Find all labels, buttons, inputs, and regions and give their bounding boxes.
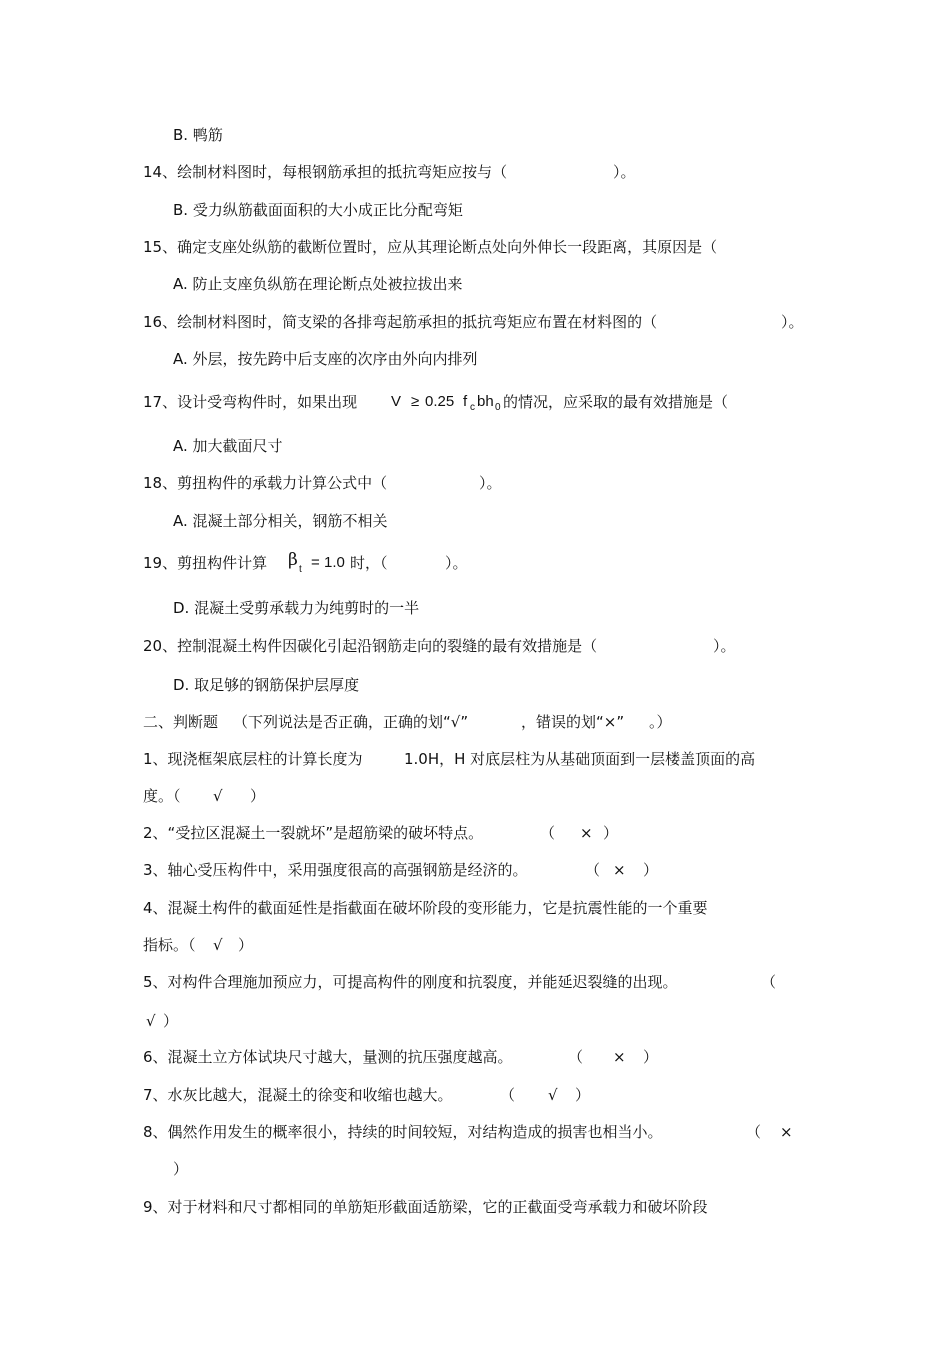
answer-mark: √ xyxy=(213,787,223,805)
formula-f: f xyxy=(463,393,468,410)
answer-mark: √ xyxy=(213,936,223,954)
answer-mark: √ xyxy=(146,1012,156,1030)
question-text-rest: 的情况，应采取的最有效措施是（ xyxy=(503,393,729,411)
formula-bh: bh xyxy=(477,393,494,410)
answer-close: ）。 xyxy=(613,163,636,181)
formula-beta: β xyxy=(288,550,298,570)
formula-eq: = xyxy=(311,554,320,571)
formula-geq: ≥ xyxy=(411,393,420,410)
answer-close: ）。 xyxy=(713,637,736,655)
question-text: 17、设计受弯构件时，如果出现 xyxy=(143,393,358,411)
formula-sub-0: 0 xyxy=(495,402,501,413)
formula-val: 1.0 xyxy=(324,554,345,571)
answer-mark: √ xyxy=(548,1086,558,1104)
question-text: 18、剪扭构件的承载力计算公式中（ xyxy=(143,474,388,492)
question-text-rest: 时，（ xyxy=(350,554,388,572)
formula-num: 0.25 xyxy=(425,393,455,410)
formula-sub-c: c xyxy=(470,402,475,413)
answer-mark: × xyxy=(780,1123,793,1141)
formula-sub-t: t xyxy=(299,564,302,575)
question-text: 14、绘制材料图时，每根钢筋承担的抵抗弯矩应按与（ xyxy=(143,163,508,181)
answer-close: ）。 xyxy=(445,554,468,572)
answer-close: ）。 xyxy=(479,474,502,492)
formula-v: V xyxy=(391,393,402,410)
question-text: 20、控制混凝土构件因碳化引起沿钢筋走向的裂缝的最有效措施是（ xyxy=(143,637,598,655)
document-page: B. 鸭筋 14、绘制材料图时，每根钢筋承担的抵抗弯矩应按与（ ）。 B. 受力纵筋截面面积的大小成正比分配弯矩 15、确定支座处纵筋的截断位置时，应从其理论断点处向外伸长一段距离，其原因是（ A. 防止支座负纵筋在理论断点处被拉拔出来 16、绘制材料图时，简支梁的各排弯起筋承担的抵抗弯矩应布置在材料图的（ ）。 A. 外层，按先跨中后支座的次序由外向内排列 17、设计受弯构件时，如果出现 V ≥ 0.25 f c bh 0 的情况，应采取的最有效措施是（ A. 加大截面尺寸 18、剪扭构件的承载力计算公式中（ ）。 A. 混凝土部分相关，钢筋不相关 19、剪扭构件计算 β t = 1.0 时，（ ）。 D. 混凝土受剪承载力为纯剪时的一半 20、控制混凝土构件因碳化引起沿钢筋走向的裂缝的最有效措施是（ ）。 D. 取足够的钢筋保护层厚度 二、判断题 （下列说法是否正确，正确的划“√” ，错误的划“×” 。） 1、现浇框架底层柱的计算长度为 1.0H，H 对底层柱为从基础顶面到一层楼盖顶面的高 度。（ √ ） 2、“受拉区混凝土一裂就坏”是超筋梁的破坏特点。 （ × ） 3、轴心受压构件中，采用强度很高的高强钢筋是经济的。 （ × ） 4、混凝土构件的截面延性是指截面在破坏阶段的变形能力，它是抗震性能的一个重要 指标。（ √ ） 5、对构件合理施加预应力，可提高构件的刚度和抗裂度，并能延迟裂缝的出现。 （ √ ） 6、混凝土立方体试块尺寸越大，量测的抗压强度越高。 （ × ） 7、水灰比越大，混凝土的徐变和收缩也越大。 （ √ ） 8、偶然作用发生的概率很小，持续的时间较短，对结构造成的损害也相当小。 （ × ） 9、对于材料和尺寸都相同的单筋矩形截面适筋梁，它的正截面受弯承载力和破坏阶段 xyxy=(143,126,804,1216)
question-text: 15、确定支座处纵筋的截断位置时，应从其理论断点处向外伸长一段距离，其原因是（ xyxy=(143,238,718,256)
answer-mark: × xyxy=(580,824,593,842)
answer-mark: × xyxy=(613,1048,626,1066)
question-text: 16、绘制材料图时，简支梁的各排弯起筋承担的抵抗弯矩应布置在材料图的（ xyxy=(143,313,658,331)
question-text: 19、剪扭构件计算 xyxy=(143,554,268,572)
answer-close: ）。 xyxy=(781,313,804,331)
answer-mark: × xyxy=(613,861,626,879)
